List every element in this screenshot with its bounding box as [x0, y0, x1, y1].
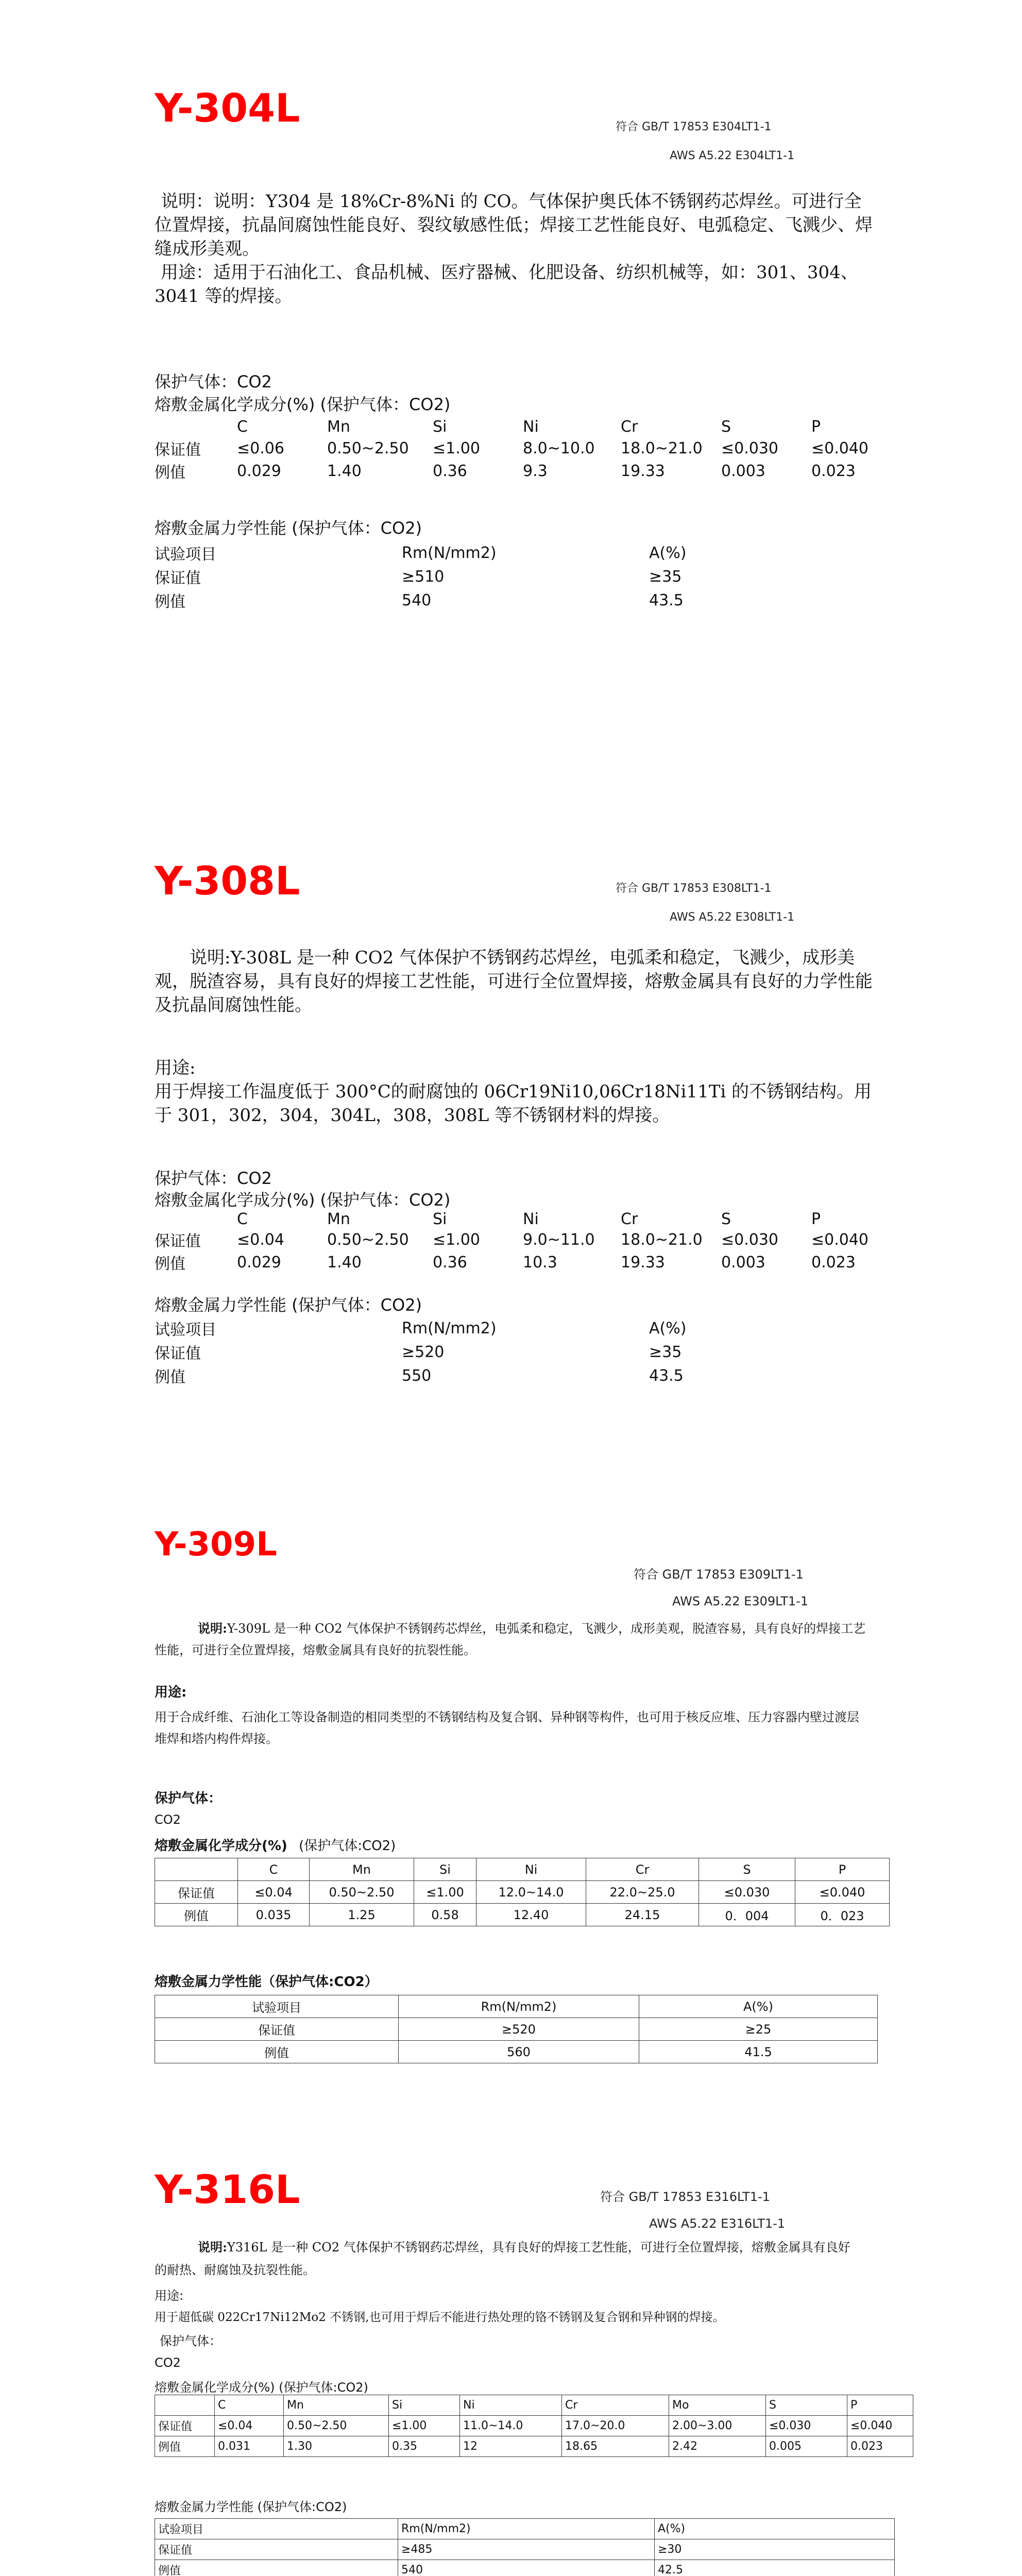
- mech-table: [155, 1995, 878, 2063]
- chem-table: [155, 416, 889, 482]
- aws-standard: AWS A5.22 E316LT1-1: [649, 2216, 786, 2231]
- table-cell: ≤0.040: [811, 439, 869, 457]
- table-cell: ≥510: [402, 567, 445, 586]
- aws-standard: AWS A5.22 E308LT1-1: [670, 911, 795, 924]
- product-title: Y-316L: [155, 2166, 300, 2212]
- table-cell: 例值: [155, 593, 185, 611]
- table-cell: ≤0.030: [721, 439, 779, 457]
- table-row: [155, 437, 889, 460]
- table-row: [155, 1364, 752, 1387]
- table-cell: A(%): [649, 1319, 687, 1337]
- table-cell: Cr: [562, 2395, 669, 2416]
- description-label: 说明:: [198, 2240, 227, 2255]
- table-cell: 0．023: [795, 1904, 890, 1926]
- table-cell: 2.00~3.00: [669, 2416, 766, 2436]
- table-cell: 0.50~2.50: [284, 2416, 389, 2436]
- table-cell: ≤0.04: [237, 1230, 284, 1249]
- table-cell: 试验项目: [155, 546, 216, 564]
- table-cell: C: [215, 2395, 284, 2416]
- table-cell: P: [811, 417, 821, 436]
- chem-title-gas: (保护气体:CO2): [299, 1838, 396, 1854]
- table-cell: Mo: [669, 2395, 766, 2416]
- table-cell: S: [699, 1858, 795, 1881]
- table-cell: ≥35: [649, 1343, 682, 1361]
- description: [155, 2236, 860, 2281]
- table-cell: 18.0~21.0: [621, 1230, 703, 1249]
- table-cell: 10.3: [523, 1253, 557, 1272]
- table-cell: Rm(N/mm2): [398, 2519, 655, 2539]
- table-row: [155, 2395, 913, 2416]
- table-cell: 保证值: [155, 2539, 398, 2560]
- table-cell: 0.023: [811, 1253, 856, 1272]
- description-text: [155, 2236, 860, 2281]
- table-cell: 17.0~20.0: [562, 2416, 669, 2436]
- mech-title: 熔敷金属力学性能 (保护气体：CO2): [155, 518, 422, 538]
- table-cell: 8.0~10.0: [523, 439, 595, 457]
- table-row: [155, 1316, 752, 1340]
- chem-title: 熔敷金属化学成分(%) (保护气体:CO2): [155, 2380, 368, 2395]
- usage: [155, 1056, 876, 1127]
- table-cell: 保证值: [155, 1881, 238, 1904]
- table-cell: P: [795, 1858, 890, 1881]
- table-cell: 41.5: [639, 2041, 878, 2063]
- table-cell: 19.33: [621, 1253, 665, 1272]
- product-title: Y-308L: [155, 858, 300, 904]
- table-cell: S: [721, 417, 731, 436]
- usage-text: 用于超低碳 022Cr17Ni12Mo2 不锈钢,也可用于焊后不能进行热处理的铬不锈钢及复合钢和异种钢的焊接。: [155, 2311, 725, 2324]
- shield-gas-label: 保护气体：CO2: [155, 1168, 272, 1188]
- table-cell: 12.40: [476, 1904, 586, 1926]
- mech-title: 熔敷金属力学性能 (保护气体:CO2): [155, 2500, 347, 2514]
- table-cell: 43.5: [649, 591, 684, 609]
- table-cell: 1.40: [327, 462, 362, 480]
- table-cell: [155, 1210, 237, 1228]
- aws-standard: AWS A5.22 E309LT1-1: [672, 1594, 809, 1608]
- table-cell: Rm(N/mm2): [402, 1319, 497, 1337]
- table-cell: A(%): [649, 544, 687, 562]
- table-cell: S: [766, 2395, 847, 2416]
- aws-standard: AWS A5.22 E304LT1-1: [670, 149, 795, 162]
- chem-table: [155, 1858, 890, 1926]
- table-cell: A(%): [655, 2519, 895, 2539]
- shield-gas-value: CO2: [155, 2355, 181, 2370]
- table-cell: 540: [402, 591, 432, 609]
- table-cell: ≤0.06: [237, 439, 284, 457]
- table-cell: Ni: [523, 1210, 539, 1228]
- table-cell: ≥520: [402, 1343, 445, 1361]
- table-cell: Si: [389, 2395, 460, 2416]
- table-cell: 试验项目: [155, 2519, 398, 2539]
- table-cell: ≥520: [399, 2018, 639, 2041]
- chem-title-main: 熔敷金属化学成分(%): [155, 1838, 287, 1854]
- table-cell: C: [237, 417, 248, 436]
- table-cell: 18.0~21.0: [621, 439, 703, 457]
- table-cell: ≤1.00: [433, 439, 480, 457]
- table-row: [155, 2416, 913, 2436]
- table-cell: 0.36: [433, 1253, 467, 1272]
- table-cell: [155, 416, 237, 437]
- table-cell: 1.30: [284, 2436, 389, 2457]
- shield-gas-label: 保护气体：: [160, 2334, 222, 2348]
- table-row: [155, 565, 752, 588]
- table-cell: 例值: [155, 1255, 185, 1273]
- table-cell: 0.023: [847, 2436, 913, 2457]
- table-cell: 保证值: [155, 2416, 215, 2436]
- table-row: [155, 1881, 890, 1904]
- usage-label: 用途:: [155, 2289, 184, 2303]
- table-row: [155, 2018, 878, 2041]
- table-cell: S: [721, 1210, 731, 1228]
- table-cell: 550: [402, 1366, 432, 1385]
- table-row: [155, 1228, 889, 1251]
- table-cell: Ni: [460, 2395, 562, 2416]
- table-row: [155, 1251, 889, 1274]
- table-cell: 42.5: [655, 2560, 895, 2576]
- table-cell: 保证值: [155, 1232, 201, 1250]
- table-row: [155, 588, 752, 612]
- table-cell: Mn: [310, 1858, 414, 1881]
- gb-standard: 符合 GB/T 17853 E309LT1-1: [634, 1567, 804, 1582]
- description-text: 说明：说明：Y304 是 18%Cr-8%Ni 的 CO。气体保护奥氏体不锈钢药芯焊丝。可进行全位置焊接，抗晶间腐蚀性能良好、裂纹敏感性低；焊接工艺性能良好、电弧稳定、飞溅少、焊缝成形美观。: [155, 191, 873, 259]
- description: [155, 190, 876, 308]
- shield-gas-label: 保护气体：CO2: [155, 372, 272, 392]
- usage-label: 用途:: [155, 1685, 187, 1700]
- usage: [155, 1706, 871, 1750]
- table-cell: 22.0~25.0: [586, 1881, 699, 1904]
- table-row: [155, 541, 752, 565]
- table-cell: 560: [399, 2041, 639, 2063]
- table-cell: 试验项目: [155, 1321, 216, 1339]
- table-cell: 1.40: [327, 1253, 362, 1272]
- chem-title: 熔敷金属化学成分(%) (保护气体：CO2): [155, 1190, 451, 1210]
- table-row: [155, 1904, 890, 1926]
- table-cell: Cr: [621, 417, 638, 436]
- table-cell: 0.36: [433, 462, 467, 480]
- table-cell: 0.50~2.50: [327, 1230, 409, 1249]
- table-cell: ≤0.04: [238, 1881, 310, 1904]
- description-body: Y-309L 是一种 CO2 气体保护不锈钢药芯焊丝，电弧柔和稳定，飞溅少，成形美观，脱渣容易，具有良好的焊接工艺性能，可进行全位置焊接，熔敷金属具有良好的抗裂性能。: [155, 1621, 866, 1657]
- table-cell: [155, 1858, 238, 1881]
- table-cell: 2.42: [669, 2436, 766, 2457]
- table-cell: 0.029: [237, 462, 281, 480]
- table-cell: 0．004: [699, 1904, 795, 1926]
- table-cell: Cr: [621, 1210, 638, 1228]
- usage-text: 用于合成纤维、石油化工等设备制造的相同类型的不锈钢结构及复合钢、异种钢等构件，也可用于核反应堆、压力容器内壁过渡层堆焊和塔内构件焊接。: [155, 1710, 859, 1746]
- table-cell: ≥25: [639, 2018, 878, 2041]
- table-cell: 0.003: [721, 462, 765, 480]
- table-row: [155, 2539, 895, 2560]
- table-cell: 0.003: [721, 1253, 765, 1272]
- table-cell: Si: [433, 1210, 447, 1228]
- table-cell: 0.029: [237, 1253, 281, 1272]
- table-cell: Cr: [586, 1858, 699, 1881]
- table-cell: ≤0.04: [215, 2416, 284, 2436]
- usage-text: 用途：适用于石油化工、食品机械、医疗器械、化肥设备、纺织机械等，如：301、304、3041 等的焊接。: [155, 262, 858, 307]
- gb-standard: 符合 GB/T 17853 E316LT1-1: [600, 2190, 770, 2204]
- mech-title: 熔敷金属力学性能 (保护气体：CO2): [155, 1295, 422, 1315]
- table-cell: ≤0.040: [795, 1881, 890, 1904]
- table-cell: 试验项目: [155, 1995, 399, 2018]
- table-row: [155, 2041, 878, 2063]
- table-cell: ≤1.00: [433, 1230, 480, 1249]
- table-cell: 9.0~11.0: [523, 1230, 595, 1249]
- table-cell: [155, 2395, 215, 2416]
- description-text: [155, 1618, 871, 1661]
- table-cell: 例值: [155, 1368, 185, 1386]
- table-cell: ≤0.040: [811, 1230, 869, 1249]
- mech-title: 熔敷金属力学性能（保护气体:CO2）: [155, 1974, 378, 1990]
- table-cell: 0.005: [766, 2436, 847, 2457]
- chem-title: [155, 1835, 396, 1854]
- chem-title: 熔敷金属化学成分(%) (保护气体：CO2): [155, 395, 451, 414]
- table-cell: Si: [414, 1858, 476, 1881]
- table-cell: ≤0.030: [699, 1881, 795, 1904]
- table-row: [155, 460, 889, 482]
- table-cell: 0.50~2.50: [327, 439, 409, 457]
- table-cell: A(%): [639, 1995, 878, 2018]
- table-row: [155, 1340, 752, 1364]
- table-cell: ≤0.030: [721, 1230, 779, 1249]
- table-cell: 保证值: [155, 569, 201, 587]
- table-cell: ≤0.030: [766, 2416, 847, 2436]
- table-cell: P: [847, 2395, 913, 2416]
- table-cell: 0.50~2.50: [310, 1881, 414, 1904]
- table-cell: 540: [398, 2560, 655, 2576]
- table-cell: ≤0.040: [847, 2416, 913, 2436]
- table-row: [155, 2436, 913, 2457]
- table-cell: 保证值: [155, 2018, 399, 2041]
- table-cell: C: [238, 1858, 310, 1881]
- table-cell: 例值: [155, 2560, 398, 2576]
- product-title: Y-309L: [155, 1526, 277, 1564]
- description: [155, 1618, 871, 1661]
- description-label: 说明:: [198, 1621, 227, 1636]
- table-cell: 12: [460, 2436, 562, 2457]
- table-cell: Ni: [523, 417, 539, 436]
- usage: [155, 2307, 876, 2328]
- table-cell: 11.0~14.0: [460, 2416, 562, 2436]
- table-cell: C: [237, 1210, 248, 1228]
- table-cell: 0.031: [215, 2436, 284, 2457]
- mech-table: [155, 541, 752, 612]
- table-cell: 0.35: [389, 2436, 460, 2457]
- mech-table: [155, 2518, 895, 2576]
- chem-table: [155, 2395, 913, 2457]
- table-cell: P: [811, 1210, 821, 1228]
- table-cell: 18.65: [562, 2436, 669, 2457]
- mech-table: [155, 1316, 752, 1387]
- shield-gas-label: 保护气体：: [155, 1791, 222, 1806]
- table-cell: 0.035: [238, 1904, 310, 1926]
- table-cell: Rm(N/mm2): [402, 544, 497, 562]
- table-row: [155, 1858, 890, 1881]
- table-cell: ≤1.00: [414, 1881, 476, 1904]
- table-cell: 例值: [155, 2041, 399, 2063]
- shield-gas-value: CO2: [155, 1812, 181, 1827]
- chem-table: [155, 1210, 889, 1274]
- table-row: [155, 1995, 878, 2018]
- table-cell: 保证值: [155, 441, 201, 459]
- table-row: [155, 2560, 895, 2576]
- gb-standard: 符合 GB/T 17853 E308LT1-1: [616, 882, 772, 895]
- table-cell: 19.33: [621, 462, 665, 480]
- product-title: Y-304L: [155, 85, 300, 131]
- table-cell: 0.023: [811, 462, 856, 480]
- table-cell: 1.25: [310, 1904, 414, 1926]
- table-row: [155, 416, 889, 437]
- table-cell: Rm(N/mm2): [399, 1995, 639, 2018]
- table-cell: Si: [433, 417, 447, 436]
- gb-standard: 符合 GB/T 17853 E304LT1-1: [616, 121, 772, 133]
- table-cell: 例值: [155, 2436, 215, 2457]
- usage-label: 用途:: [155, 1058, 196, 1078]
- table-cell: 例值: [155, 464, 185, 482]
- table-cell: Mn: [327, 417, 350, 436]
- table-cell: Ni: [476, 1858, 586, 1881]
- table-cell: 例值: [155, 1904, 238, 1926]
- table-cell: Mn: [327, 1210, 350, 1228]
- table-cell: ≥30: [655, 2539, 895, 2560]
- table-cell: 24.15: [586, 1904, 699, 1926]
- description: [155, 946, 876, 1017]
- table-cell: 12.0~14.0: [476, 1881, 586, 1904]
- table-cell: 保证值: [155, 1345, 201, 1363]
- table-cell: 43.5: [649, 1366, 684, 1385]
- table-cell: ≤1.00: [389, 2416, 460, 2436]
- table-cell: ≥485: [398, 2539, 655, 2560]
- table-cell: 0.58: [414, 1904, 476, 1926]
- table-cell: Mn: [284, 2395, 389, 2416]
- table-row: [155, 2519, 895, 2539]
- table-row: [155, 1210, 889, 1228]
- description-text: 说明:Y-308L 是一种 CO2 气体保护不锈钢药芯焊丝，电弧柔和稳定，飞溅少，成形美观，脱渣容易，具有良好的焊接工艺性能，可进行全位置焊接，熔敷金属具有良好的力学性能及抗晶间腐蚀性能。: [155, 947, 873, 1015]
- table-cell: ≥35: [649, 567, 682, 586]
- description-body: Y316L 是一种 CO2 气体保护不锈钢药芯焊丝，具有良好的焊接工艺性能，可进行全位置焊接，熔敷金属具有良好的耐热、耐腐蚀及抗裂性能。: [155, 2240, 850, 2277]
- usage-text: 用于焊接工作温度低于 300°C的耐腐蚀的 06Cr19Ni10,06Cr18Ni11Ti 的不锈钢结构。用于 301，302，304，304L，308，308L 等不锈钢材料的焊接。: [155, 1081, 872, 1126]
- table-cell: 9.3: [523, 462, 548, 480]
